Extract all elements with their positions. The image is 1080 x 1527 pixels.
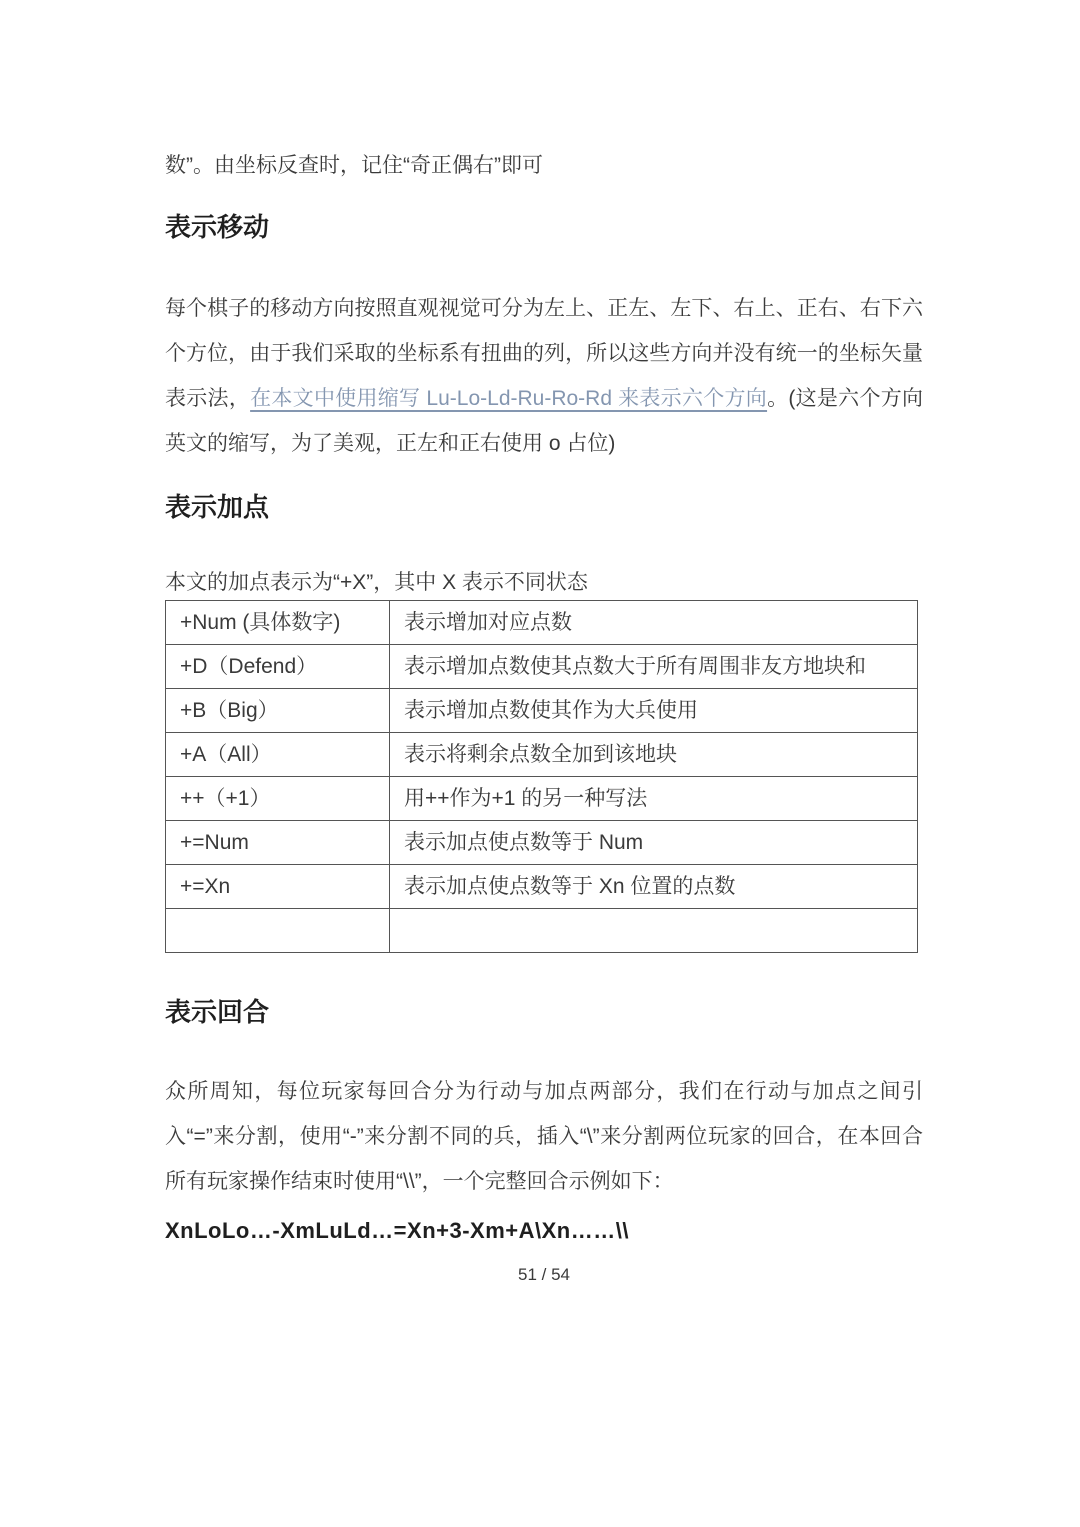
notation-desc-cell: 表示增加对应点数 [390, 601, 918, 645]
notation-key-cell: +B（Big） [166, 689, 390, 733]
notation-desc-cell: 表示增加点数使其点数大于所有周围非友方地块和 [390, 645, 918, 689]
notation-key-cell: +=Xn [166, 865, 390, 909]
table-row [166, 777, 918, 821]
notation-key-cell: +D（Defend） [166, 645, 390, 689]
notation-key-cell: +Num (具体数字) [166, 601, 390, 645]
table-row [166, 601, 918, 645]
notation-desc-cell: 表示加点使点数等于 Xn 位置的点数 [390, 865, 918, 909]
points-intro-line: 本文的加点表示为“+X”，其中 X 表示不同状态 [165, 571, 588, 594]
table-row [166, 821, 918, 865]
table-row [166, 733, 918, 777]
notation-key-cell: +A（All） [166, 733, 390, 777]
notation-key-cell: ++（+1） [166, 777, 390, 821]
notation-key-cell: +=Num [166, 821, 390, 865]
notation-desc-cell: 表示将剩余点数全加到该地块 [390, 733, 918, 777]
table-row-empty [166, 909, 918, 953]
move-paragraph [165, 286, 923, 466]
section-heading-move: 表示移动 [165, 212, 270, 242]
move-paragraph-before-link: 每个棋子的移动方向按照直观视觉可分为左上、正左、左下、右上、正右、右下六个方位，由于我们采取的坐标系有扭曲的列，所以这些方向并没有统一的坐标矢量表示法， [165, 297, 923, 410]
round-example-formula: XnLoLo…-XmLuLd…=Xn+3-Xm+A\Xn……\\ [165, 1218, 629, 1243]
move-paragraph-after-link: 。(这是六个方向英文的缩写，为了美观，正左和正右使用 o 占位) [165, 387, 923, 455]
direction-abbreviation-link[interactable]: 在本文中使用缩写 Lu-Lo-Ld-Ru-Ro-Rd 来表示六个方向 [250, 387, 768, 410]
notation-key-cell [166, 909, 390, 953]
notation-desc-cell: 表示增加点数使其作为大兵使用 [390, 689, 918, 733]
table-row [166, 865, 918, 909]
table-row [166, 645, 918, 689]
intro-line: 数”。由坐标反查时，记住“奇正偶右”即可 [165, 154, 543, 177]
notation-desc-cell [390, 909, 918, 953]
round-paragraph: 众所周知，每位玩家每回合分为行动与加点两部分，我们在行动与加点之间引入“=”来分割，使用“-”来分割不同的兵，插入“\”来分割两位玩家的回合，在本回合所有玩家操作结束时使用“\\”，一个完整回合示例如下： [165, 1080, 923, 1193]
notation-desc-cell: 表示加点使点数等于 Num [390, 821, 918, 865]
table-row [166, 689, 918, 733]
page-number: 51 / 54 [518, 1265, 570, 1284]
section-heading-round: 表示回合 [165, 997, 270, 1027]
section-heading-points: 表示加点 [165, 492, 270, 522]
points-notation-table [165, 600, 918, 953]
notation-desc-cell: 用++作为+1 的另一种写法 [390, 777, 918, 821]
